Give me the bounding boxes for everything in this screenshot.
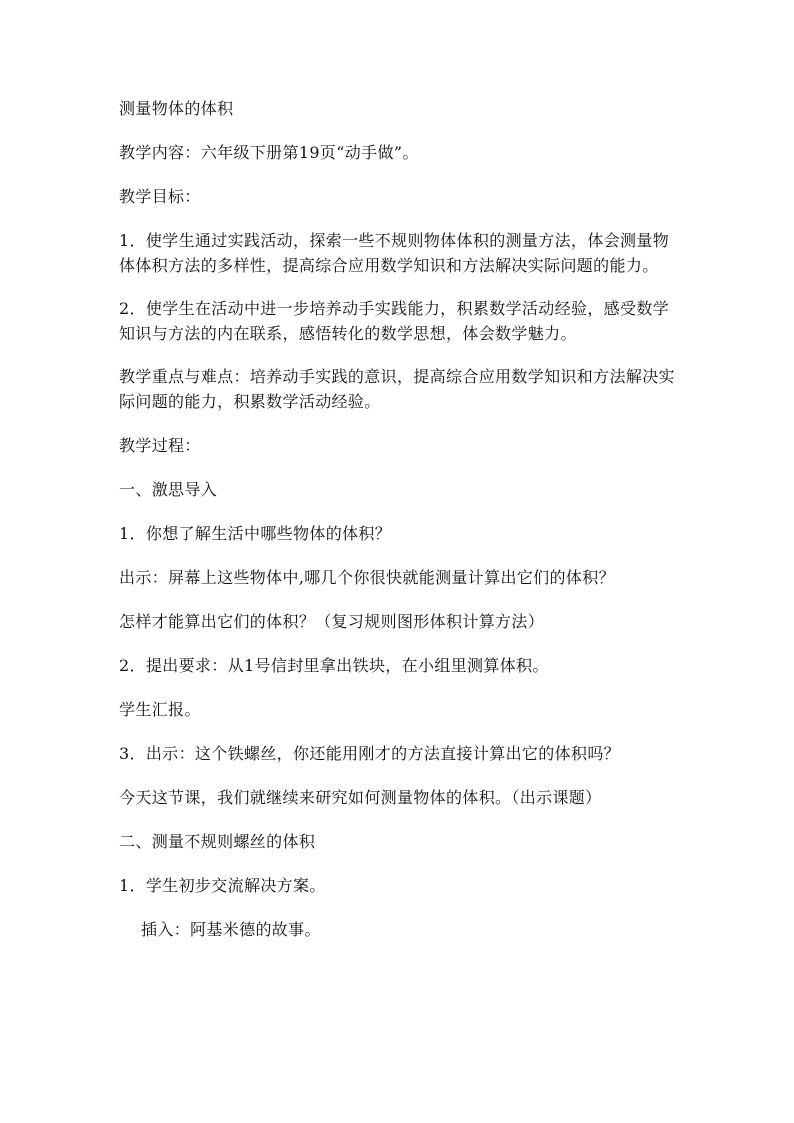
key-points-paragraph: 教学重点与难点：培养动手实践的意识，提高综合应用数学知识和方法解决实际问题的能力，积累数学活动经验。 [119,367,675,411]
document-title: 测量物体的体积 [119,99,234,118]
teaching-content: 教学内容：六年级下册第19页“动手做”。 [119,143,419,162]
section-1-item: 学生汇报。 [119,700,201,719]
objectives-heading: 教学目标： [119,187,201,206]
document-body [119,96,685,961]
insert-note: 插入：阿基米德的故事。 [141,920,321,939]
section-1-item: 2．提出要求：从1号信封里拿出铁块，在小组里测算体积。 [119,656,549,675]
section-1-item: 1．你想了解生活中哪些物体的体积？ [119,524,392,543]
process-heading: 教学过程： [119,436,201,455]
section-2-heading: 二、测量不规则螺丝的体积 [119,832,316,851]
objective-item-2: 2．使学生在活动中进一步培养动手实践能力，积累数学活动经验，感受数学知识与方法的内在联系，感悟转化的数学思想，体会数学魅力。 [119,299,670,343]
section-1-item: 出示：屏幕上这些物体中,哪几个你很快就能测量计算出它们的体积？ [119,568,615,587]
section-1-heading: 一、激思导入 [119,480,218,499]
section-1-item: 怎样才能算出它们的体积？（复习规则图形体积计算方法） [119,612,545,631]
section-1-item: 3．出示：这个铁螺丝，你还能用刚才的方法直接计算出它的体积吗？ [119,744,621,763]
section-1-item: 今天这节课，我们就继续来研究如何测量物体的体积。（出示课题） [119,788,602,807]
section-2-item: 1．学生初步交流解决方案。 [119,876,326,895]
objective-item-1: 1．使学生通过实践活动，探索一些不规则物体体积的测量方法，体会测量物体体积方法的多样性，提高综合应用数学知识和方法解决实际问题的能力。 [119,231,670,275]
